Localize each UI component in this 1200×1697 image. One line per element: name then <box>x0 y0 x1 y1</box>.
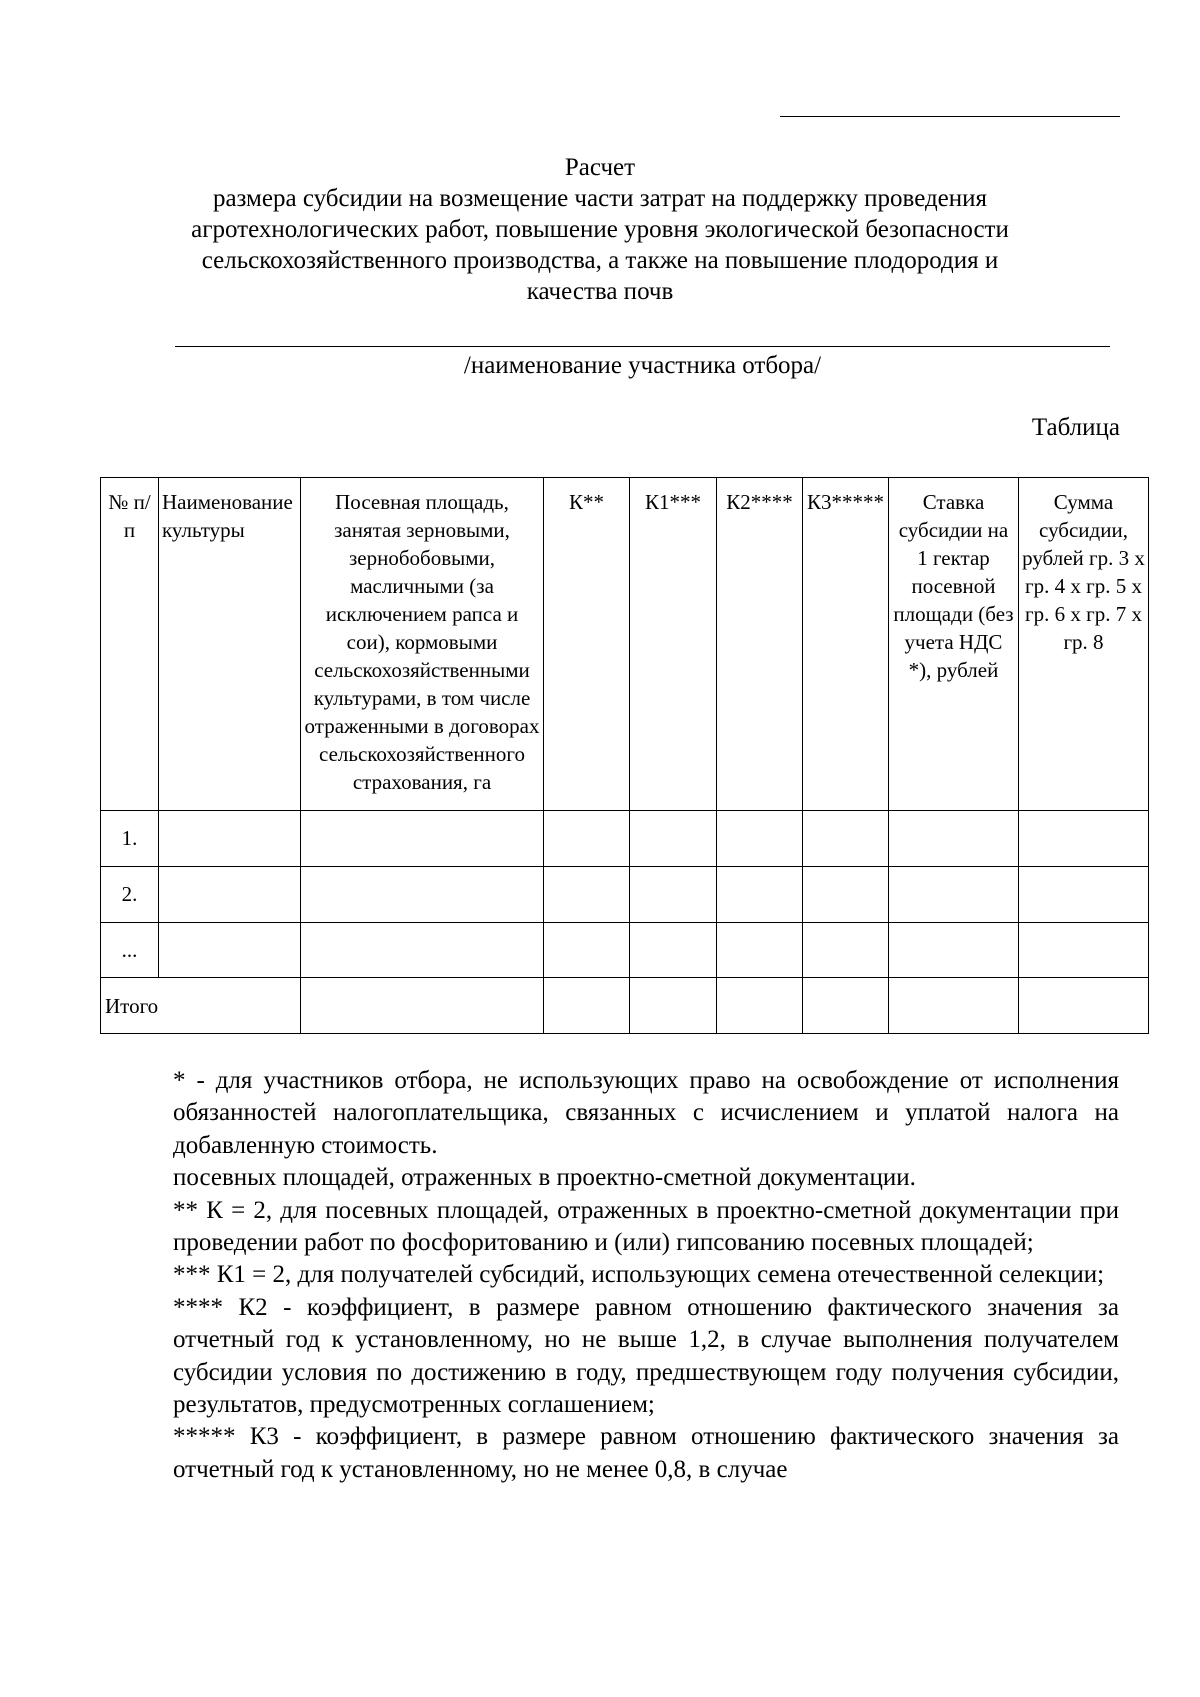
header-rate: Ставка субсидии на 1 гектар посевной площади (без учета НДС *), рублей <box>889 478 1019 811</box>
table-cell[interactable] <box>889 978 1019 1034</box>
table-cell[interactable] <box>889 866 1019 922</box>
signature-line <box>780 116 1120 117</box>
header-k: К** <box>544 478 630 811</box>
table-total-row <box>101 978 1149 1034</box>
table-cell[interactable] <box>1019 922 1149 978</box>
table-cell[interactable] <box>889 811 1019 867</box>
footnote-k2: **** К2 - коэффициент, в размере равном отношению фактического значения за отчетный год к установленному, но не выше 1,2, в случае выполнения получателем субсидии условия по достижению в году, предшествующем году получения субсидии, результатов, предусмотренных соглашением; <box>173 1293 1119 1419</box>
title-heading: Расчет <box>564 154 636 181</box>
total-label: Итого <box>101 978 301 1034</box>
table-cell[interactable] <box>544 922 630 978</box>
table-cell[interactable] <box>159 922 301 978</box>
table-cell[interactable] <box>301 978 544 1034</box>
title-line: качества почв <box>526 278 674 305</box>
footnote-k: ** К = 2, для посевных площадей, отраженных в проектно-сметной документации при проведении работ по фосфоритованию и (или) гипсованию посевных площадей; <box>173 1196 1119 1257</box>
table-cell[interactable] <box>301 866 544 922</box>
table-cell[interactable] <box>803 811 889 867</box>
participant-caption: /наименование участника отбора/ <box>463 352 822 379</box>
table-cell[interactable] <box>630 978 717 1034</box>
table-cell[interactable] <box>301 811 544 867</box>
table-cell[interactable] <box>1019 866 1149 922</box>
title-line: размера субсидии на возмещение части затрат на поддержку проведения <box>212 185 988 212</box>
header-k2: К2**** <box>717 478 803 811</box>
title-line: сельскохозяйственного производства, а также на повышение плодородия и <box>201 247 999 274</box>
table-cell[interactable] <box>717 978 803 1034</box>
header-k1: К1*** <box>630 478 717 811</box>
footnotes <box>173 1065 1119 1486</box>
table-cell[interactable] <box>159 811 301 867</box>
table-cell[interactable] <box>301 922 544 978</box>
table-cell[interactable] <box>1019 811 1149 867</box>
table-cell[interactable] <box>803 922 889 978</box>
table-cell[interactable] <box>717 811 803 867</box>
footnote-vat: * - для участников отбора, не использующих право на освобождение от исполнения обязанностей налогоплательщика, связанных с исчислением и уплатой налога на добавленную стоимость. <box>173 1067 1119 1159</box>
table-row <box>101 922 1149 978</box>
table-cell[interactable] <box>159 866 301 922</box>
table-cell[interactable] <box>803 866 889 922</box>
table-cell[interactable] <box>630 922 717 978</box>
table-cell[interactable] <box>630 811 717 867</box>
table-cell[interactable] <box>544 866 630 922</box>
table-cell[interactable] <box>630 866 717 922</box>
footnote-k3: ***** К3 - коэффициент, в размере равном отношению фактического значения за отчетный год к установленному, но не менее 0,8, в случае <box>173 1423 1119 1483</box>
header-sown-area: Посевная площадь, занятая зерновыми, зернобобовыми, масличными (за исключением рапса и сои), кормовыми сельскохозяйственными культурами, в том числе отраженными в договорах сельскохозяйственного страхования, га <box>301 478 544 811</box>
subsidy-calculation-table <box>100 477 1149 1034</box>
title-line: агротехнологических работ, повышение уровня экологической безопасности <box>191 216 1009 243</box>
header-sum: Сумма субсидии, рублей гр. 3 х гр. 4 х гр. 5 х гр. 6 х гр. 7 х гр. 8 <box>1019 478 1149 811</box>
table-row <box>101 866 1149 922</box>
row-number: 2. <box>101 866 159 922</box>
document-title <box>150 152 1050 307</box>
header-number: № п/п <box>101 478 159 811</box>
row-number: 1. <box>101 811 159 867</box>
footnote-sown-areas: посевных площадей, отраженных в проектно-сметной документации. <box>173 1164 916 1192</box>
table-cell[interactable] <box>544 811 630 867</box>
table-cell[interactable] <box>803 978 889 1034</box>
table-cell[interactable] <box>544 978 630 1034</box>
table-header-row <box>101 478 1149 811</box>
table-caption: Таблица <box>1031 414 1120 441</box>
footnote-k1: *** К1 = 2, для получателей субсидий, использующих семена отечественной селекции; <box>173 1261 1105 1289</box>
table-cell[interactable] <box>1019 978 1149 1034</box>
header-crop-name: Наименование культуры <box>159 478 301 811</box>
row-number: ... <box>101 922 159 978</box>
table-cell[interactable] <box>717 866 803 922</box>
header-k3: К3***** <box>803 478 889 811</box>
table-cell[interactable] <box>717 922 803 978</box>
participant-name-line <box>175 346 1110 347</box>
table-row <box>101 811 1149 867</box>
table-cell[interactable] <box>889 922 1019 978</box>
